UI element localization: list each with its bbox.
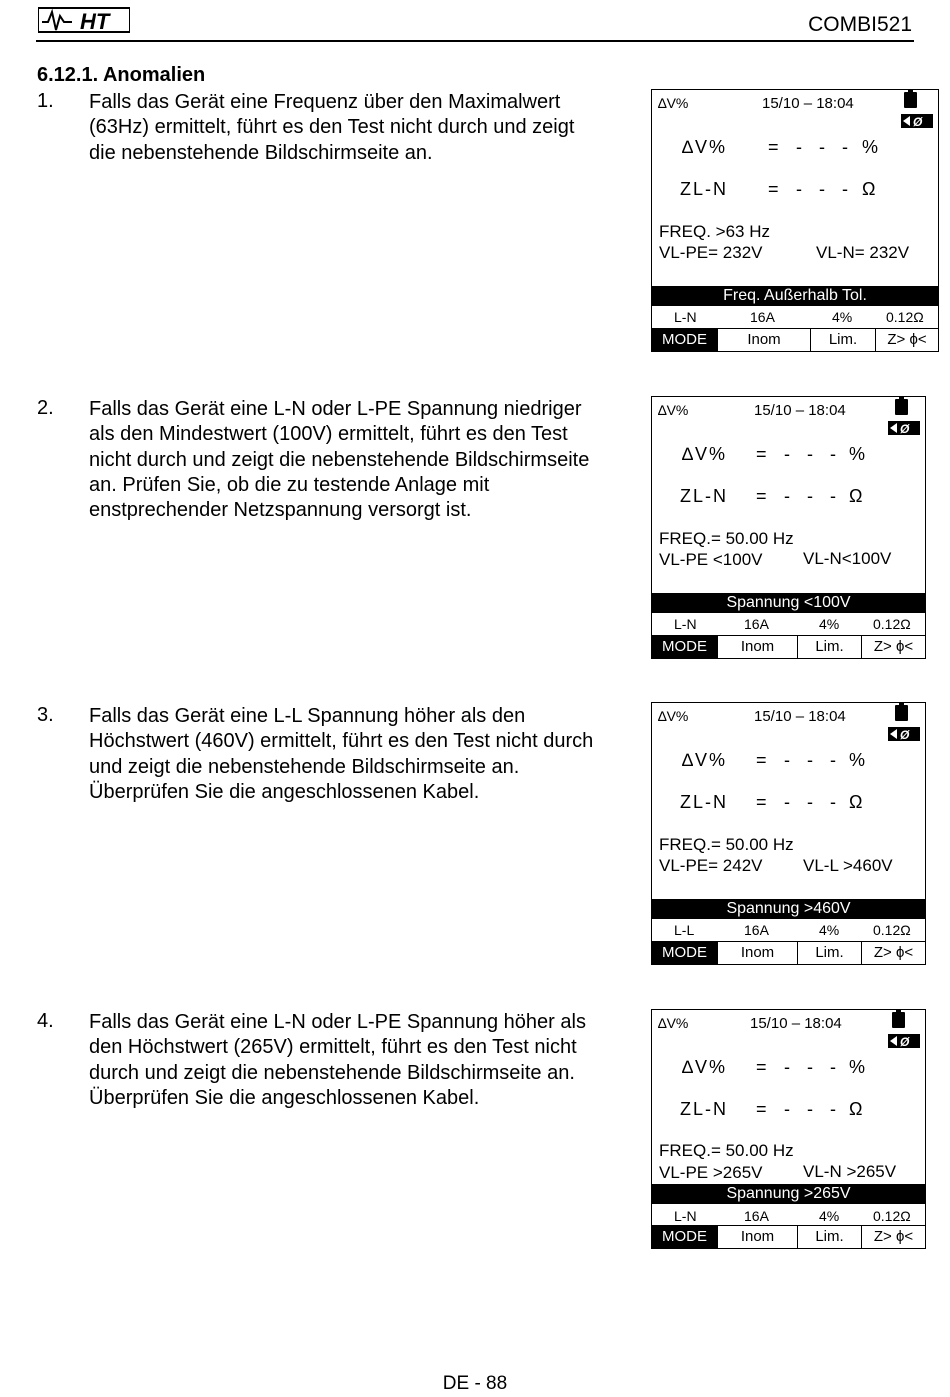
error-banner: Spannung >460V — [652, 899, 925, 919]
measure-label: ∆V% — [682, 1057, 728, 1077]
text-line: die nebenstehende Bildschirmseite an. — [89, 141, 433, 164]
mode-indicator: ∆V% — [658, 1015, 689, 1031]
mode-indicator: ∆V% — [658, 708, 689, 724]
frequency-readout: FREQ.= 50.00 Hz — [659, 1141, 794, 1160]
measure-label: ∆V% — [682, 137, 728, 157]
text-line: durch und zeigt die nebenstehende Bildschirmseite an. — [89, 1061, 575, 1084]
vln-readout: VL-N >265V — [803, 1162, 897, 1181]
frequency-readout: FREQ.= 50.00 Hz — [659, 529, 794, 548]
vlpe-readout: VL-PE >265V — [659, 1163, 763, 1182]
equals-sign: = — [756, 1057, 767, 1077]
item-number: 1. — [37, 90, 54, 112]
battery-icon — [904, 92, 917, 108]
equals-sign: = — [756, 1099, 767, 1119]
softkey-bar — [652, 941, 925, 964]
param-impedance: 0.12Ω — [873, 922, 911, 938]
equals-sign: = — [756, 444, 767, 464]
frequency-readout: FREQ.= 50.00 Hz — [659, 835, 794, 854]
param-limit: 4% — [819, 616, 840, 632]
param-system: L-L — [674, 922, 695, 938]
measure-label: ZL-N — [680, 1099, 728, 1119]
vlpe-readout: VL-PE= 242V — [659, 856, 763, 875]
item-text — [89, 90, 645, 166]
text-line: Überprüfen Sie die angeschlossenen Kabel. — [89, 780, 480, 803]
text-line: Falls das Gerät eine L-N oder L-PE Spannung niedriger — [89, 398, 582, 420]
instrument-screen — [651, 1009, 926, 1249]
softkey-mode[interactable]: MODE — [652, 1226, 718, 1248]
softkey-mode[interactable]: MODE — [652, 329, 718, 351]
instrument-screen — [651, 89, 939, 352]
measure-value: - - - — [784, 444, 842, 464]
instrument-screen — [651, 702, 926, 965]
plug-icon — [888, 421, 920, 435]
measure-unit: % — [849, 1057, 866, 1077]
mode-indicator: ∆V% — [658, 95, 689, 111]
measure-value: - - - — [784, 750, 842, 770]
measure-label: ZL-N — [680, 179, 728, 199]
param-impedance: 0.12Ω — [873, 616, 911, 632]
softkey-inom[interactable]: Inom — [718, 636, 798, 658]
param-limit: 4% — [832, 309, 853, 325]
svg-text:Ø: Ø — [900, 1035, 910, 1048]
param-limit: 4% — [819, 922, 840, 938]
softkey-lim[interactable]: Lim. — [811, 329, 876, 351]
measure-unit: Ω — [849, 792, 863, 812]
measure-value: - - - — [784, 486, 842, 506]
frequency-readout: FREQ. >63 Hz — [659, 222, 771, 241]
vll-readout: VL-L >460V — [803, 856, 893, 875]
section-title: 6.12.1. Anomalien — [37, 64, 206, 86]
param-inom: 16A — [750, 309, 775, 325]
text-line: und zeigt die nebenstehende Bildschirmseite an. — [89, 755, 520, 778]
param-impedance: 0.12Ω — [886, 309, 924, 325]
battery-icon — [895, 399, 908, 415]
battery-icon — [895, 705, 908, 721]
vlpe-readout: VL-PE <100V — [659, 550, 763, 569]
header-rule — [36, 40, 914, 42]
ht-logo — [38, 4, 130, 34]
svg-text:HT: HT — [80, 9, 110, 34]
measure-unit: % — [862, 137, 879, 157]
params-row — [652, 613, 925, 635]
softkey-zphi[interactable]: Z> ϕ< — [887, 331, 927, 348]
text-line: Falls das Gerät eine Frequenz über den Maximalwert — [89, 91, 561, 113]
softkey-zphi[interactable]: Z> ϕ< — [873, 1228, 914, 1245]
measure-label: ZL-N — [680, 792, 728, 812]
error-banner: Spannung >265V — [652, 1184, 925, 1204]
softkey-zphi[interactable]: Z> ϕ< — [873, 944, 914, 961]
text-line: an. Prüfen Sie, ob die zu testende Anlage mit — [89, 473, 490, 496]
param-inom: 16A — [744, 922, 769, 938]
param-system: L-N — [674, 616, 697, 632]
item-number: 4. — [37, 1010, 54, 1032]
text-line: Falls das Gerät eine L-L Spannung höher als den — [89, 705, 526, 727]
equals-sign: = — [768, 179, 779, 199]
instrument-screen — [651, 396, 926, 659]
measure-label: ZL-N — [680, 486, 728, 506]
equals-sign: = — [756, 486, 767, 506]
softkey-bar — [652, 328, 938, 351]
vln-readout: VL-N= 232V — [816, 243, 910, 262]
svg-text:Ø: Ø — [900, 422, 910, 435]
equals-sign: = — [756, 792, 767, 812]
vlpe-readout: VL-PE= 232V — [659, 243, 763, 262]
datetime: 15/10 – 18:04 — [750, 1015, 842, 1032]
item-number: 3. — [37, 704, 54, 726]
param-system: L-N — [674, 309, 697, 325]
measure-unit: Ω — [849, 1099, 863, 1119]
equals-sign: = — [756, 750, 767, 770]
measure-value: - - - — [796, 179, 854, 199]
text-line: den Höchstwert (265V) ermittelt, führt es den Test nicht — [89, 1036, 577, 1059]
param-impedance: 0.12Ω — [873, 1208, 911, 1224]
softkey-mode[interactable]: MODE — [652, 942, 718, 964]
item-text — [89, 1010, 645, 1111]
measure-label: ∆V% — [682, 444, 728, 464]
measure-value: - - - — [784, 1099, 842, 1119]
measure-unit: Ω — [849, 486, 863, 506]
plug-icon — [901, 114, 933, 128]
softkey-lim[interactable]: Lim. — [798, 1226, 862, 1248]
params-row — [652, 1205, 925, 1227]
text-line: als den Mindestwert (100V) ermittelt, führt es den Test — [89, 423, 568, 446]
measure-value: - - - — [784, 1057, 842, 1077]
softkey-inom[interactable]: Inom — [718, 1226, 798, 1248]
softkey-zphi[interactable]: Z> ϕ< — [873, 638, 914, 655]
text-line: enstprechender Netzspannung versorgt ist. — [89, 499, 472, 522]
equals-sign: = — [768, 137, 779, 157]
vln-readout: VL-N<100V — [803, 549, 892, 568]
measure-unit: % — [849, 750, 866, 770]
measure-label: ∆V% — [682, 750, 728, 770]
svg-text:Ø: Ø — [913, 115, 923, 128]
item-text — [89, 704, 645, 805]
softkey-bar — [652, 635, 925, 658]
text-line: Überprüfen Sie die angeschlossenen Kabel. — [89, 1086, 480, 1109]
datetime: 15/10 – 18:04 — [754, 708, 846, 725]
page-number: DE - 88 — [442, 1373, 508, 1394]
softkey-lim[interactable]: Lim. — [798, 942, 862, 964]
softkey-inom[interactable]: Inom — [718, 942, 798, 964]
softkey-bar — [652, 1225, 925, 1248]
param-inom: 16A — [744, 1208, 769, 1224]
text-line: nicht durch und zeigt die nebenstehende Bildschirmseite — [89, 448, 590, 471]
model-name: COMBI521 — [808, 13, 912, 36]
text-line: Höchstwert (460V) ermittelt, führt es den Test nicht durch — [89, 730, 594, 753]
softkey-lim[interactable]: Lim. — [798, 636, 862, 658]
measure-value: - - - — [796, 137, 854, 157]
measure-unit: Ω — [862, 179, 876, 199]
mode-indicator: ∆V% — [658, 402, 689, 418]
svg-text:Ø: Ø — [900, 728, 910, 741]
datetime: 15/10 – 18:04 — [762, 95, 854, 112]
item-text — [89, 397, 645, 523]
param-limit: 4% — [819, 1208, 840, 1224]
param-system: L-N — [674, 1208, 697, 1224]
plug-icon — [888, 1034, 920, 1048]
error-banner: Spannung <100V — [652, 593, 925, 613]
text-line: Falls das Gerät eine L-N oder L-PE Spannung höher als — [89, 1011, 586, 1033]
param-inom: 16A — [744, 616, 769, 632]
softkey-mode[interactable]: MODE — [652, 636, 718, 658]
battery-icon — [892, 1012, 905, 1028]
params-row — [652, 919, 925, 941]
error-banner: Freq. Außerhalb Tol. — [652, 286, 938, 306]
datetime: 15/10 – 18:04 — [754, 402, 846, 419]
measure-unit: % — [849, 444, 866, 464]
softkey-inom[interactable]: Inom — [718, 329, 811, 351]
params-row — [652, 306, 938, 328]
measure-value: - - - — [784, 792, 842, 812]
item-number: 2. — [37, 397, 54, 419]
plug-icon — [888, 727, 920, 741]
text-line: (63Hz) ermittelt, führt es den Test nicht durch und zeigt — [89, 116, 575, 139]
